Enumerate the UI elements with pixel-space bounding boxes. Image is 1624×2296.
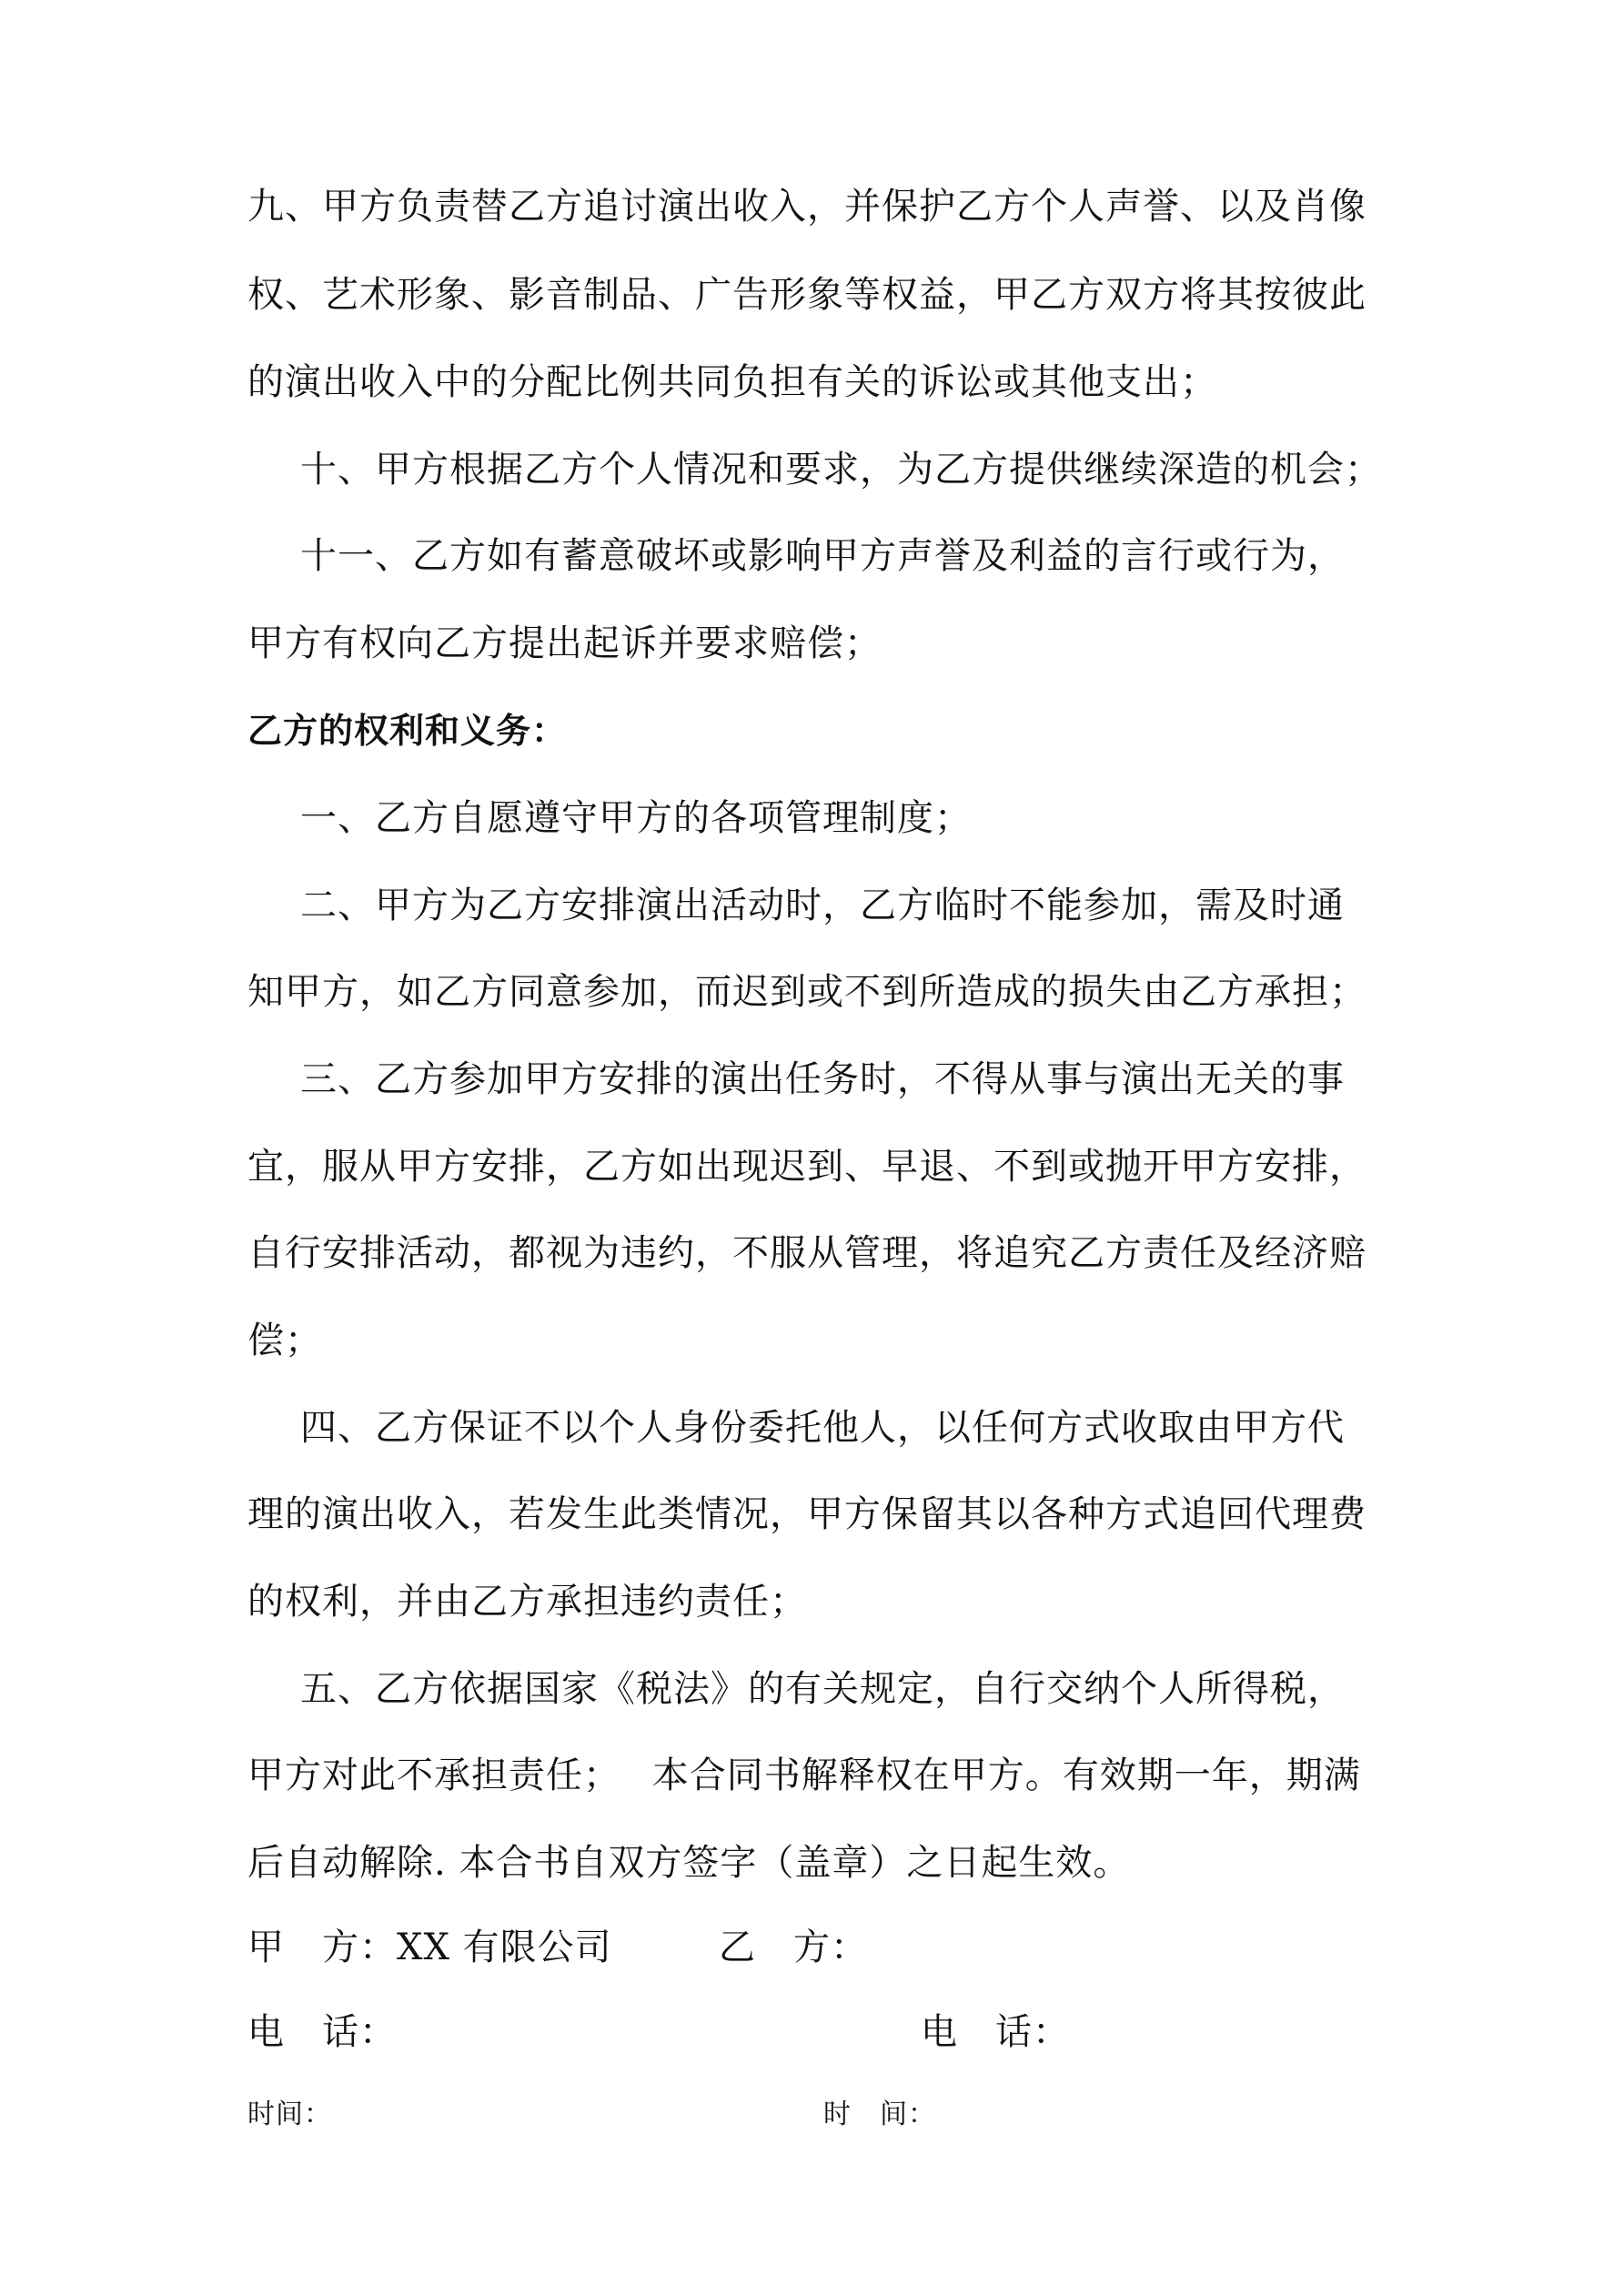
clause-9-line-3: 的演出收入中的分配比例共同负担有关的诉讼或其他支出； <box>247 361 1217 403</box>
party-b-clause-4-line-2: 理的演出收入，若发生此类情况，甲方保留其以各种方式追回代理费 <box>247 1493 1367 1535</box>
party-b-clause-3-line-3: 自行安排活动，都视为违约，不服从管理，将追究乙方责任及经济赔 <box>247 1232 1367 1274</box>
party-b-time-label: 时 间： <box>823 2099 936 2130</box>
party-a-time-label: 时间： <box>247 2099 332 2130</box>
party-b-clause-3-line-2: 宜，服从甲方安排，乙方如出现迟到、早退、不到或抛开甲方安排， <box>247 1146 1367 1188</box>
party-b-clause-5-line-1: 五、乙方依据国家《税法》的有关规定，自行交纳个人所得税， <box>300 1668 1345 1710</box>
party-b-phone-label: 电 话： <box>921 2011 1070 2053</box>
party-b-clause-1-line-1: 一、乙方自愿遵守甲方的各项管理制度； <box>300 797 972 839</box>
party-b-clause-3-line-4: 偿； <box>247 1320 322 1361</box>
clause-9-line-2: 权、艺术形象、影音制品、广告形象等权益，甲乙方双方将其按彼此 <box>247 274 1367 316</box>
clause-9-line-1: 九、甲方负责替乙方追讨演出收入，并保护乙方个人声誉、以及肖像 <box>247 186 1367 228</box>
party-b-clause-2-line-2: 知甲方，如乙方同意参加，而迟到或不到所造成的损失由乙方承担； <box>247 971 1367 1013</box>
party-b-clause-5-line-2: 甲方对此不承担责任； 本合同书解释权在甲方。有效期一年，期满 <box>247 1755 1361 1796</box>
party-b-clause-5-line-3: 后自动解除. 本合书自双方签字（盖章）之日起生效。 <box>247 1842 1131 1884</box>
party-b-clause-4-line-1: 四、乙方保证不以个人身份委托他人，以任何方式收取由甲方代 <box>300 1407 1345 1449</box>
clause-10-line-1: 十、甲方根据乙方个人情况和要求，为乙方提供继续深造的机会； <box>300 449 1382 491</box>
party-a-signature-label: 甲 方：XX 有限公司 <box>247 1927 612 1968</box>
party-a-phone-label: 电 话： <box>247 2011 397 2053</box>
party-b-rights-heading: 乙方的权利和义务： <box>247 711 568 751</box>
clause-11-line-1: 十一、乙方如有蓄意破坏或影响甲方声誉及利益的言行或行为， <box>300 535 1345 577</box>
party-b-clause-3-line-1: 三、乙方参加甲方安排的演出任务时，不得从事与演出无关的事 <box>300 1058 1345 1100</box>
party-b-clause-4-line-3: 的权利，并由乙方承担违约责任； <box>247 1581 807 1623</box>
party-b-clause-2-line-1: 二、甲方为乙方安排演出活动时，乙方临时不能参加，需及时通 <box>300 885 1345 926</box>
party-b-signature-label: 乙 方： <box>719 1927 868 1968</box>
clause-11-line-2: 甲方有权向乙方提出起诉并要求赔偿； <box>247 622 882 664</box>
